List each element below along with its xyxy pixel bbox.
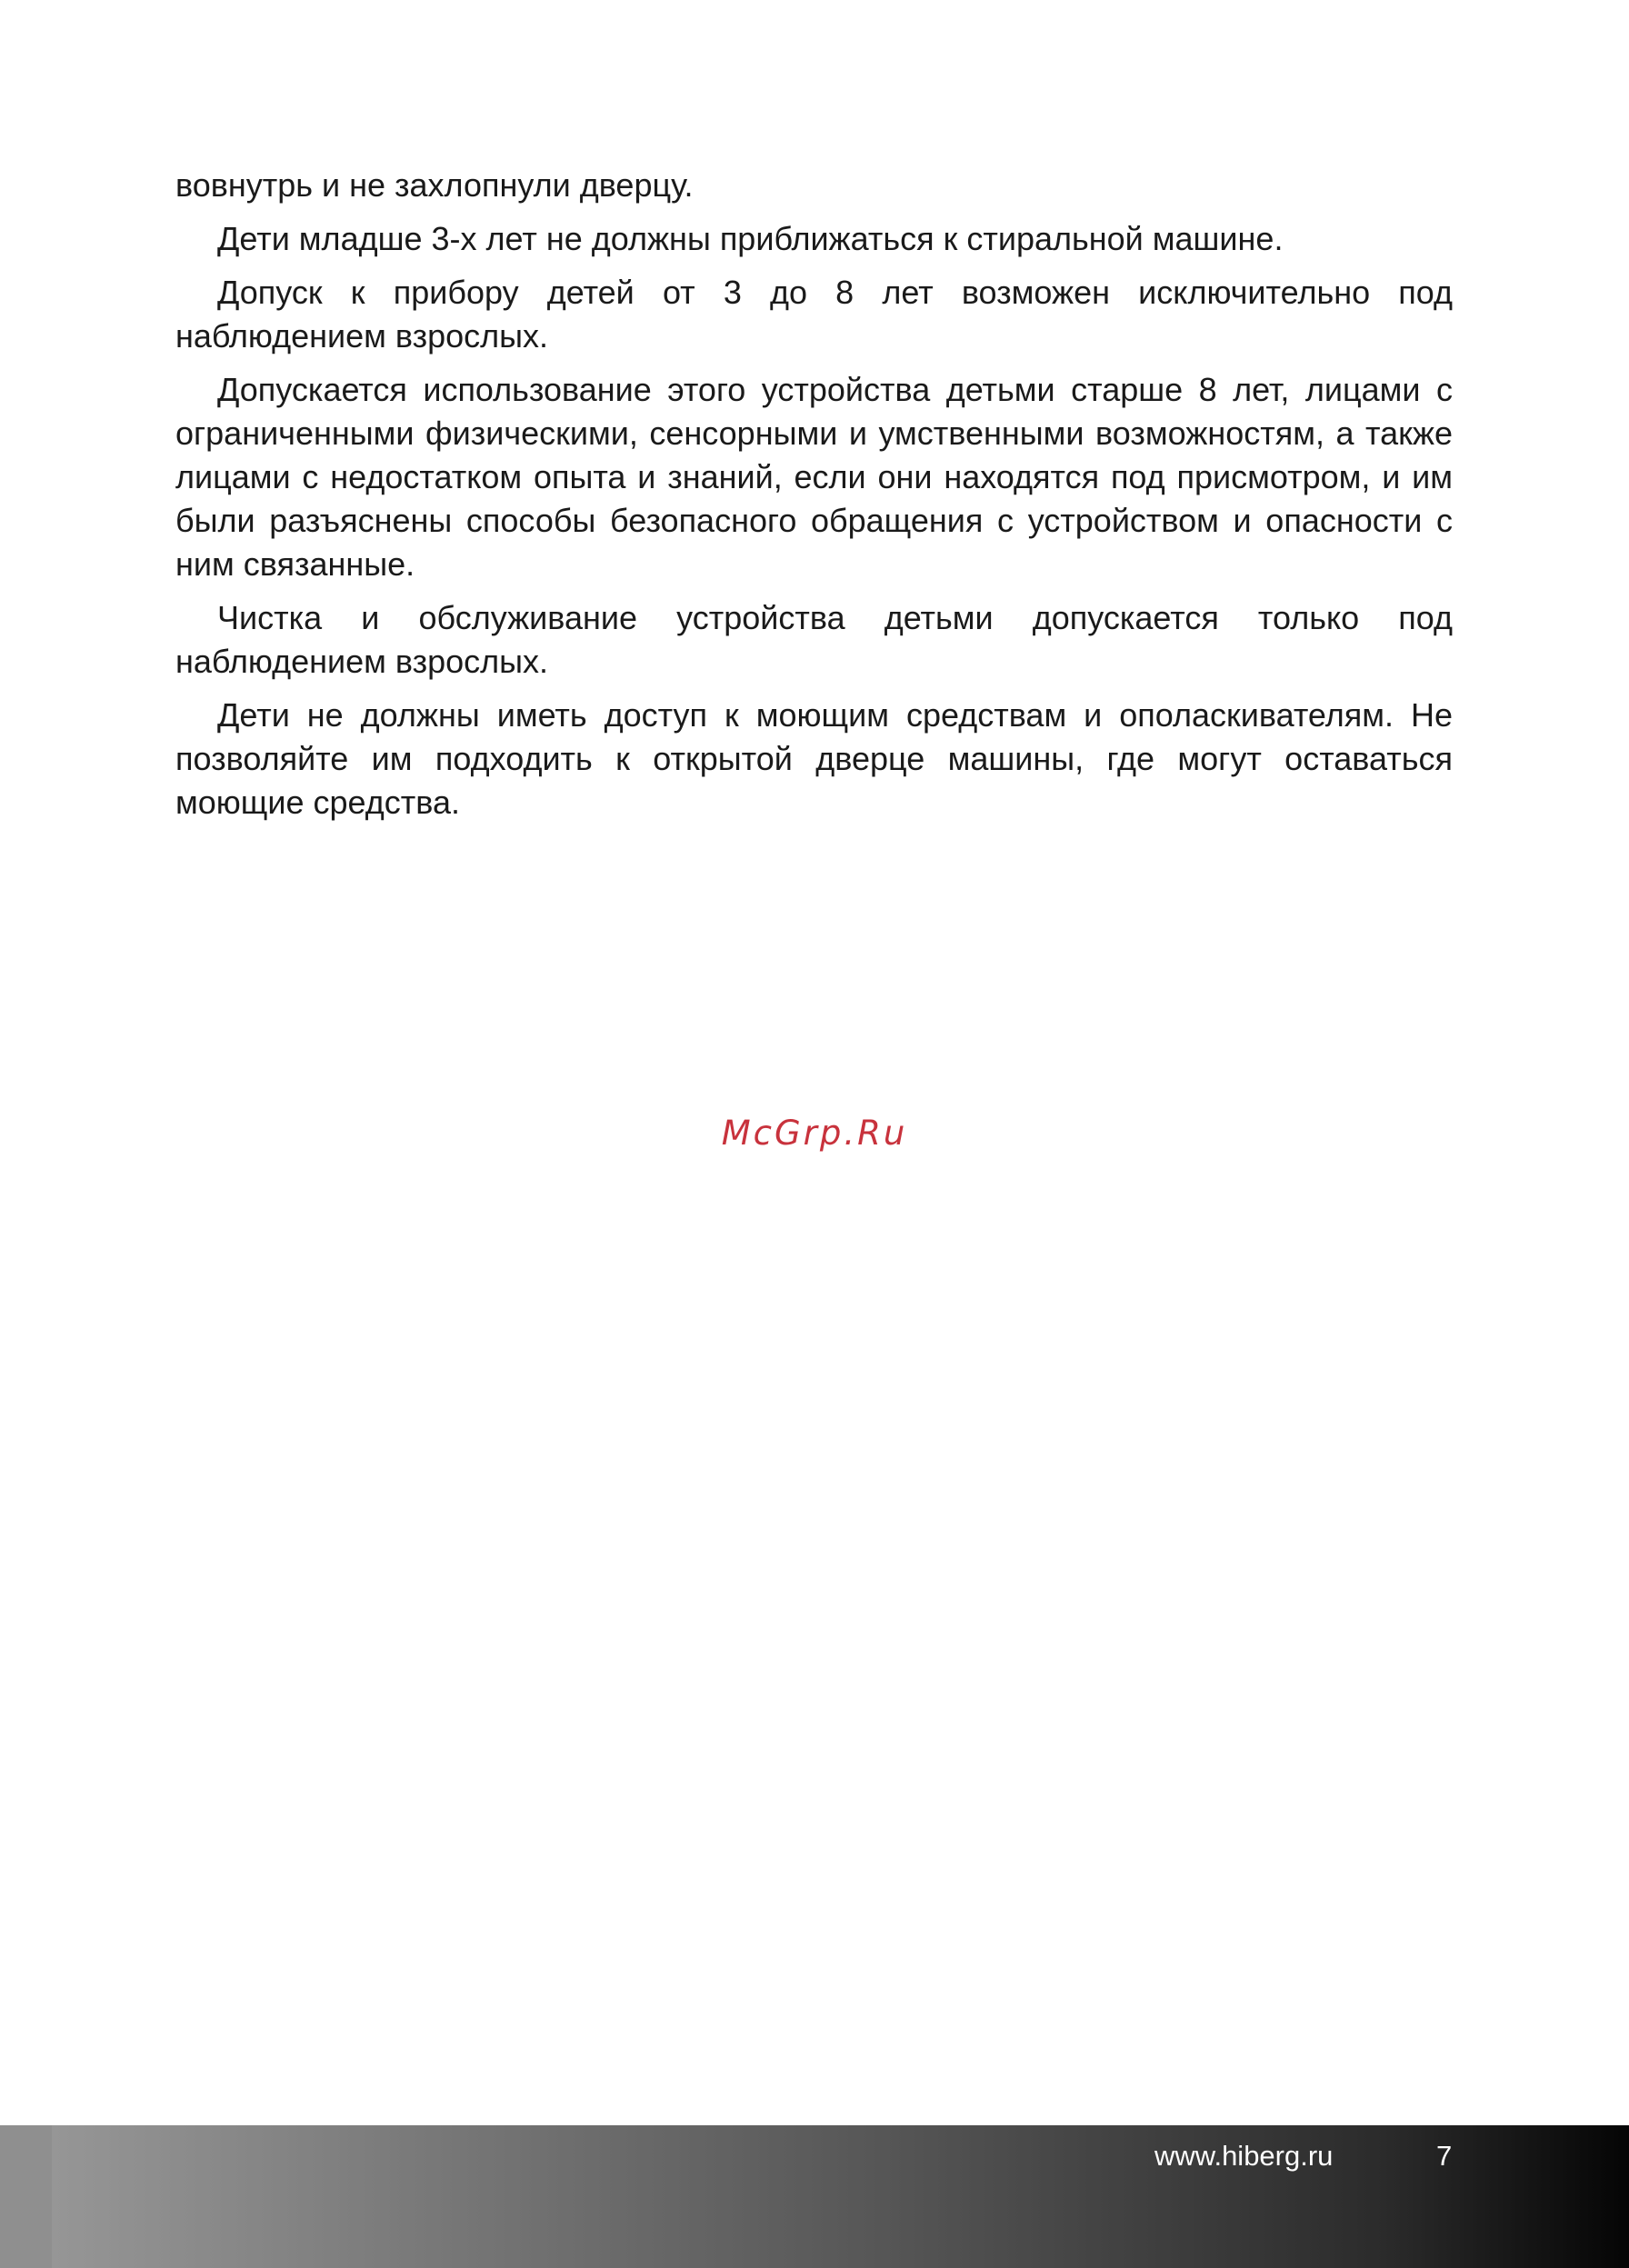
paragraph-children-3-to-8: Допуск к прибору детей от 3 до 8 лет возможен исключительно под наблюдением взрослых. [175,274,1453,355]
paragraph-detergents: Дети не должны иметь доступ к моющим средствам и ополаскивателям. Не позволяйте им подходить к открытой дверце машины, где могут оставаться моющие средства. [175,696,1453,821]
footer-edge [0,2125,52,2268]
page-footer [0,2125,1629,2268]
footer-website[interactable]: www.hiberg.ru [1154,2140,1334,2172]
paragraph-children-under-3: Дети младше 3-х лет не должны приближаться к стиральной машине. [217,220,1284,257]
paragraph-continuation: вовнутрь и не захлопнули дверцу. [175,166,694,204]
paragraph-over-8-and-limited: Допускается использование этого устройства детьми старше 8 лет, лицами с ограниченными физическими, сенсорными и умственными возможностям, а также лицами с недостатком опыта и знаний, если они находятся под присмотром, и им были разъяснены способы безопасного обращения с устройством и опасности с ним связанные. [175,371,1453,583]
document-body [175,164,1453,834]
paragraph-cleaning: Чистка и обслуживание устройства детьми допускается только под наблюдением взрослых. [175,599,1453,680]
watermark-link[interactable]: McGrp.Ru [721,1114,908,1153]
page-number: 7 [1436,2140,1453,2172]
